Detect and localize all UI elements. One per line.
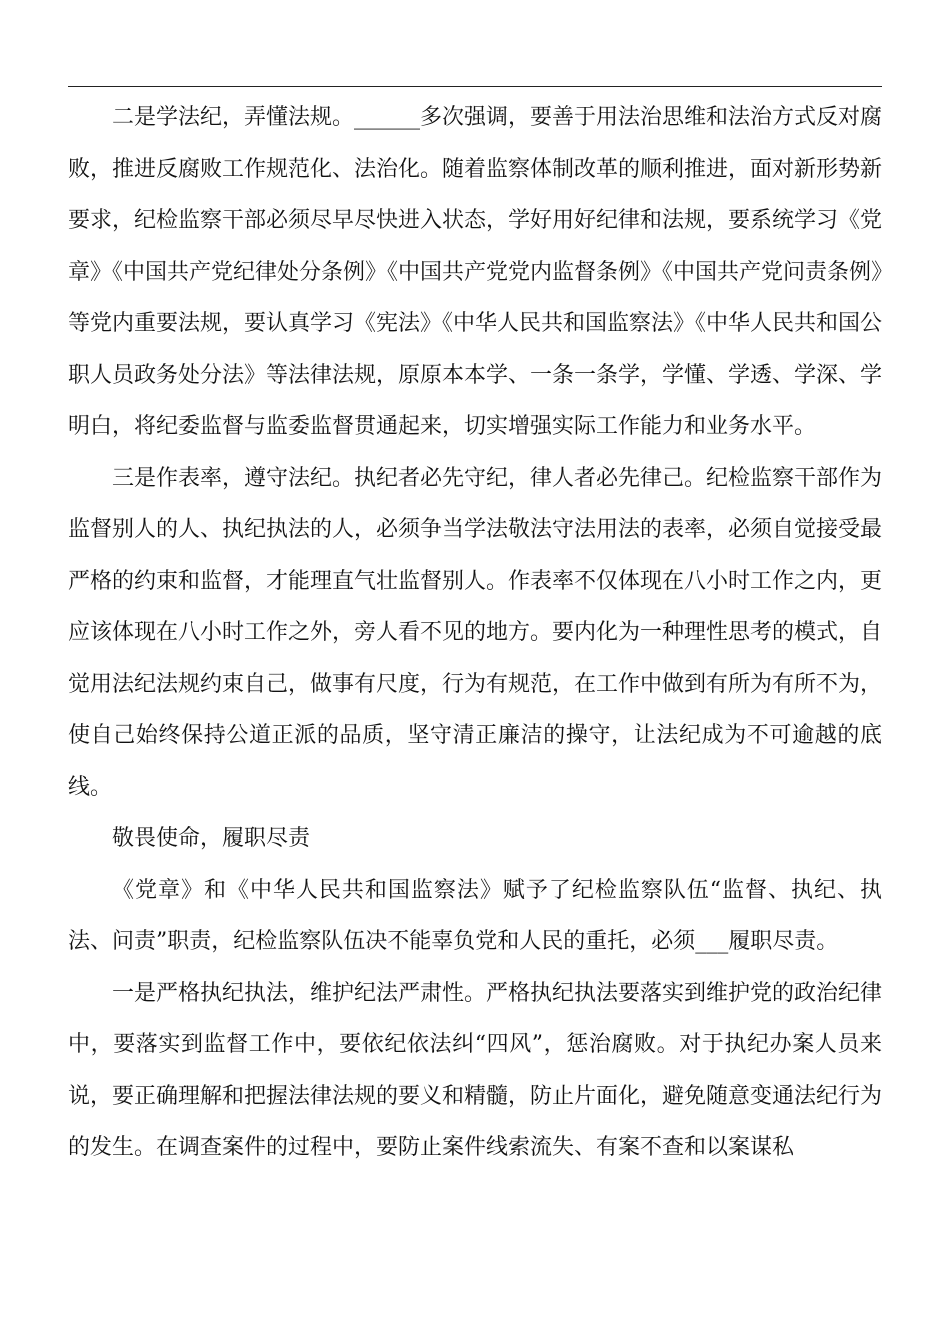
document-page <box>68 0 882 1344</box>
paragraph-duties: 《党章》和《中华人民共和国监察法》赋予了纪检监察队伍“监督、执纪、执法、问责”职责，纪检监察队伍决不能辜负党和人民的重托，必须___履职尽责。 <box>68 877 882 954</box>
header-rule <box>68 86 882 87</box>
section-heading: 敬畏使命，履职尽责 <box>112 826 311 851</box>
paragraph-study-law: 二是学法纪，弄懂法规。______多次强调，要善于用法治思维和法治方式反对腐败，推进反腐败工作规范化、法治化。随着监察体制改革的顺利推进，面对新形势新要求，纪检监察干部必须尽早尽快进入状态，学好用好纪律和法规，要系统学习《党章》《中国共产党纪律处分条例》《中国共产党党内监督条例》《中国共产党问责条例》等党内重要法规，要认真学习《宪法》《中华人民共和国监察法》《中华人民共和国公职人员政务处分法》等法律法规，原原本本学、一条一条学，学懂、学透、学深、学明白，将纪委监督与监委监督贯通起来，切实增强实际工作能力和业务水平。 <box>68 105 883 439</box>
document-body <box>68 92 882 1174</box>
paragraph-set-example: 三是作表率，遵守法纪。执纪者必先守纪，律人者必先律己。纪检监察干部作为监督别人的人、执纪执法的人，必须争当学法敬法守法用法的表率，必须自觉接受最严格的约束和监督，才能理直气壮监督别人。作表率不仅体现在八小时工作之内，更应该体现在八小时工作之外，旁人看不见的地方。要内化为一种理性思考的模式，自觉用法纪法规约束自己，做事有尺度，行为有规范，在工作中做到有所为有所不为，使自己始终保持公道正派的品质，坚守清正廉洁的操守，让法纪成为不可逾越的底线。 <box>68 465 883 800</box>
paragraph-strict-enforcement: 一是严格执纪执法，维护纪法严肃性。严格执纪执法要落实到维护党的政治纪律中，要落实到监督工作中，要依纪依法纠“四风”，惩治腐败。对于执纪办案人员来说，要正确理解和把握法律法规的要义和精髓，防止片面化，避免随意变通法纪行为的发生。在调查案件的过程中，要防止案件线索流失、有案不查和以案谋私 <box>68 980 883 1160</box>
